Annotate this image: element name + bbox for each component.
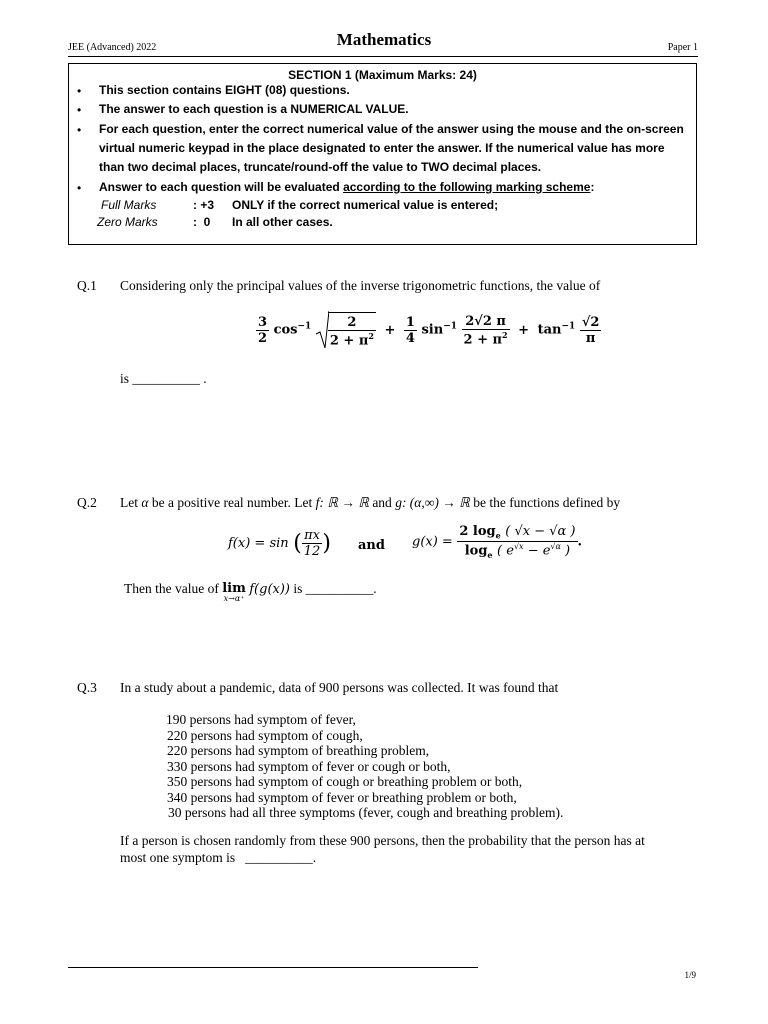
list-item: 330 persons had symptom of fever or cough or both, — [167, 758, 451, 774]
question-number: Q.1 — [77, 278, 97, 293]
question-text: In a study about a pandemic, data of 900 persons was collected. It was found that — [120, 680, 559, 695]
scheme-intro: Answer to each question will be evaluated — [99, 180, 344, 194]
header-divider — [68, 56, 698, 57]
bullet-icon: • — [77, 103, 82, 117]
list-item: 220 persons had symptom of breathing problem, — [167, 743, 430, 758]
footer-divider — [68, 967, 478, 968]
scheme-colon: : — [590, 180, 595, 194]
zero-marks-text: In all other cases. — [232, 215, 333, 229]
full-marks-text: ONLY if the correct numerical value is entered; — [232, 198, 499, 212]
instruction-4 — [99, 178, 689, 197]
list-item: 350 persons had symptom of cough or breathing problem or both, — [167, 774, 523, 789]
g-definition: g(x) = $\frac{2 \log_e ( √x - √\alpha )}{\log_e ( e^{√x} - e^{√\alpha} )}$ . — [412, 524, 583, 560]
full-marks-value: : +3 — [193, 198, 215, 212]
bullet-icon: • — [77, 181, 82, 195]
sqrt-radical: $\frac{2}{2 + \pi^2}$ — [316, 312, 376, 348]
f-definition: f(x) = sin ( $\frac{\pi x}{12}$ ) — [228, 528, 331, 559]
instruction-2: The answer to each question is a NUMERICAL VALUE. — [99, 102, 409, 116]
question-number: Q.2 — [77, 495, 97, 510]
answer-blank: __________. — [245, 850, 317, 865]
page-title: Mathematics — [336, 30, 432, 49]
exam-name: JEE (Advanced) 2022 — [68, 42, 157, 53]
instruction-1: This section contains EIGHT (08) questions. — [99, 83, 350, 97]
instruction-3: For each question, enter the correct numerical value of the answer using the mouse and the on-screen virtual numeric keypad in the place designated to enter the answer. If the numerical value has more than two decimal places, truncate/round-off the value to TWO decimal places. — [99, 122, 684, 174]
radical-icon — [315, 310, 329, 350]
list-item: 190 persons had symptom of fever, — [166, 712, 356, 727]
answer-blank: is __________ . — [120, 371, 207, 386]
question-text: Let α be a positive real number. Let f: ℝ → ℝ and g: (α,∞) → ℝ be the functions defined by — [120, 495, 621, 510]
list-item: 220 persons had symptom of cough, — [167, 727, 363, 743]
page-number: 1/9 — [684, 970, 696, 980]
scheme-link: according to the following marking scheme — [343, 180, 591, 194]
bullet-icon: • — [77, 123, 82, 137]
question-number: Q.3 — [77, 680, 97, 695]
zero-marks-label: Zero Marks — [97, 215, 158, 229]
q3-ask-line1: If a person is chosen randomly from these 900 persons, then the probability that the person has at — [120, 833, 645, 848]
q2-ask: Then the value of lim x→α⁺ f(g(x)) is __________. — [124, 581, 377, 603]
list-item: 30 persons had all three symptoms (fever, cough and breathing problem). — [168, 805, 564, 820]
q3-ask-line2: most one symptom is __________. — [120, 850, 317, 865]
instructions-box — [68, 63, 697, 245]
and-label: and — [358, 538, 385, 553]
q1-expression: $\frac{3}{2}$ $\cos^{-1}$ $\frac{2}{2 + \pi^2}$ + $\frac{1}{4}$ $\sin^{-1}$ $\frac{2√2 \pi}{2 + \pi^2}$ + $\tan^{-1}$ $\frac{√2}{\pi}$ — [256, 312, 601, 348]
list-item: 340 persons had symptom of fever or breathing problem or both, — [167, 789, 517, 805]
zero-marks-value: : 0 — [193, 215, 211, 229]
full-marks-label: Full Marks — [101, 198, 157, 212]
section-title: SECTION 1 (Maximum Marks: 24) — [288, 68, 477, 82]
bullet-icon: • — [77, 84, 82, 98]
question-text: Considering only the principal values of the inverse trigonometric functions, the value of — [120, 278, 601, 293]
symptom-list — [166, 712, 563, 821]
paper-label: Paper 1 — [667, 42, 698, 53]
